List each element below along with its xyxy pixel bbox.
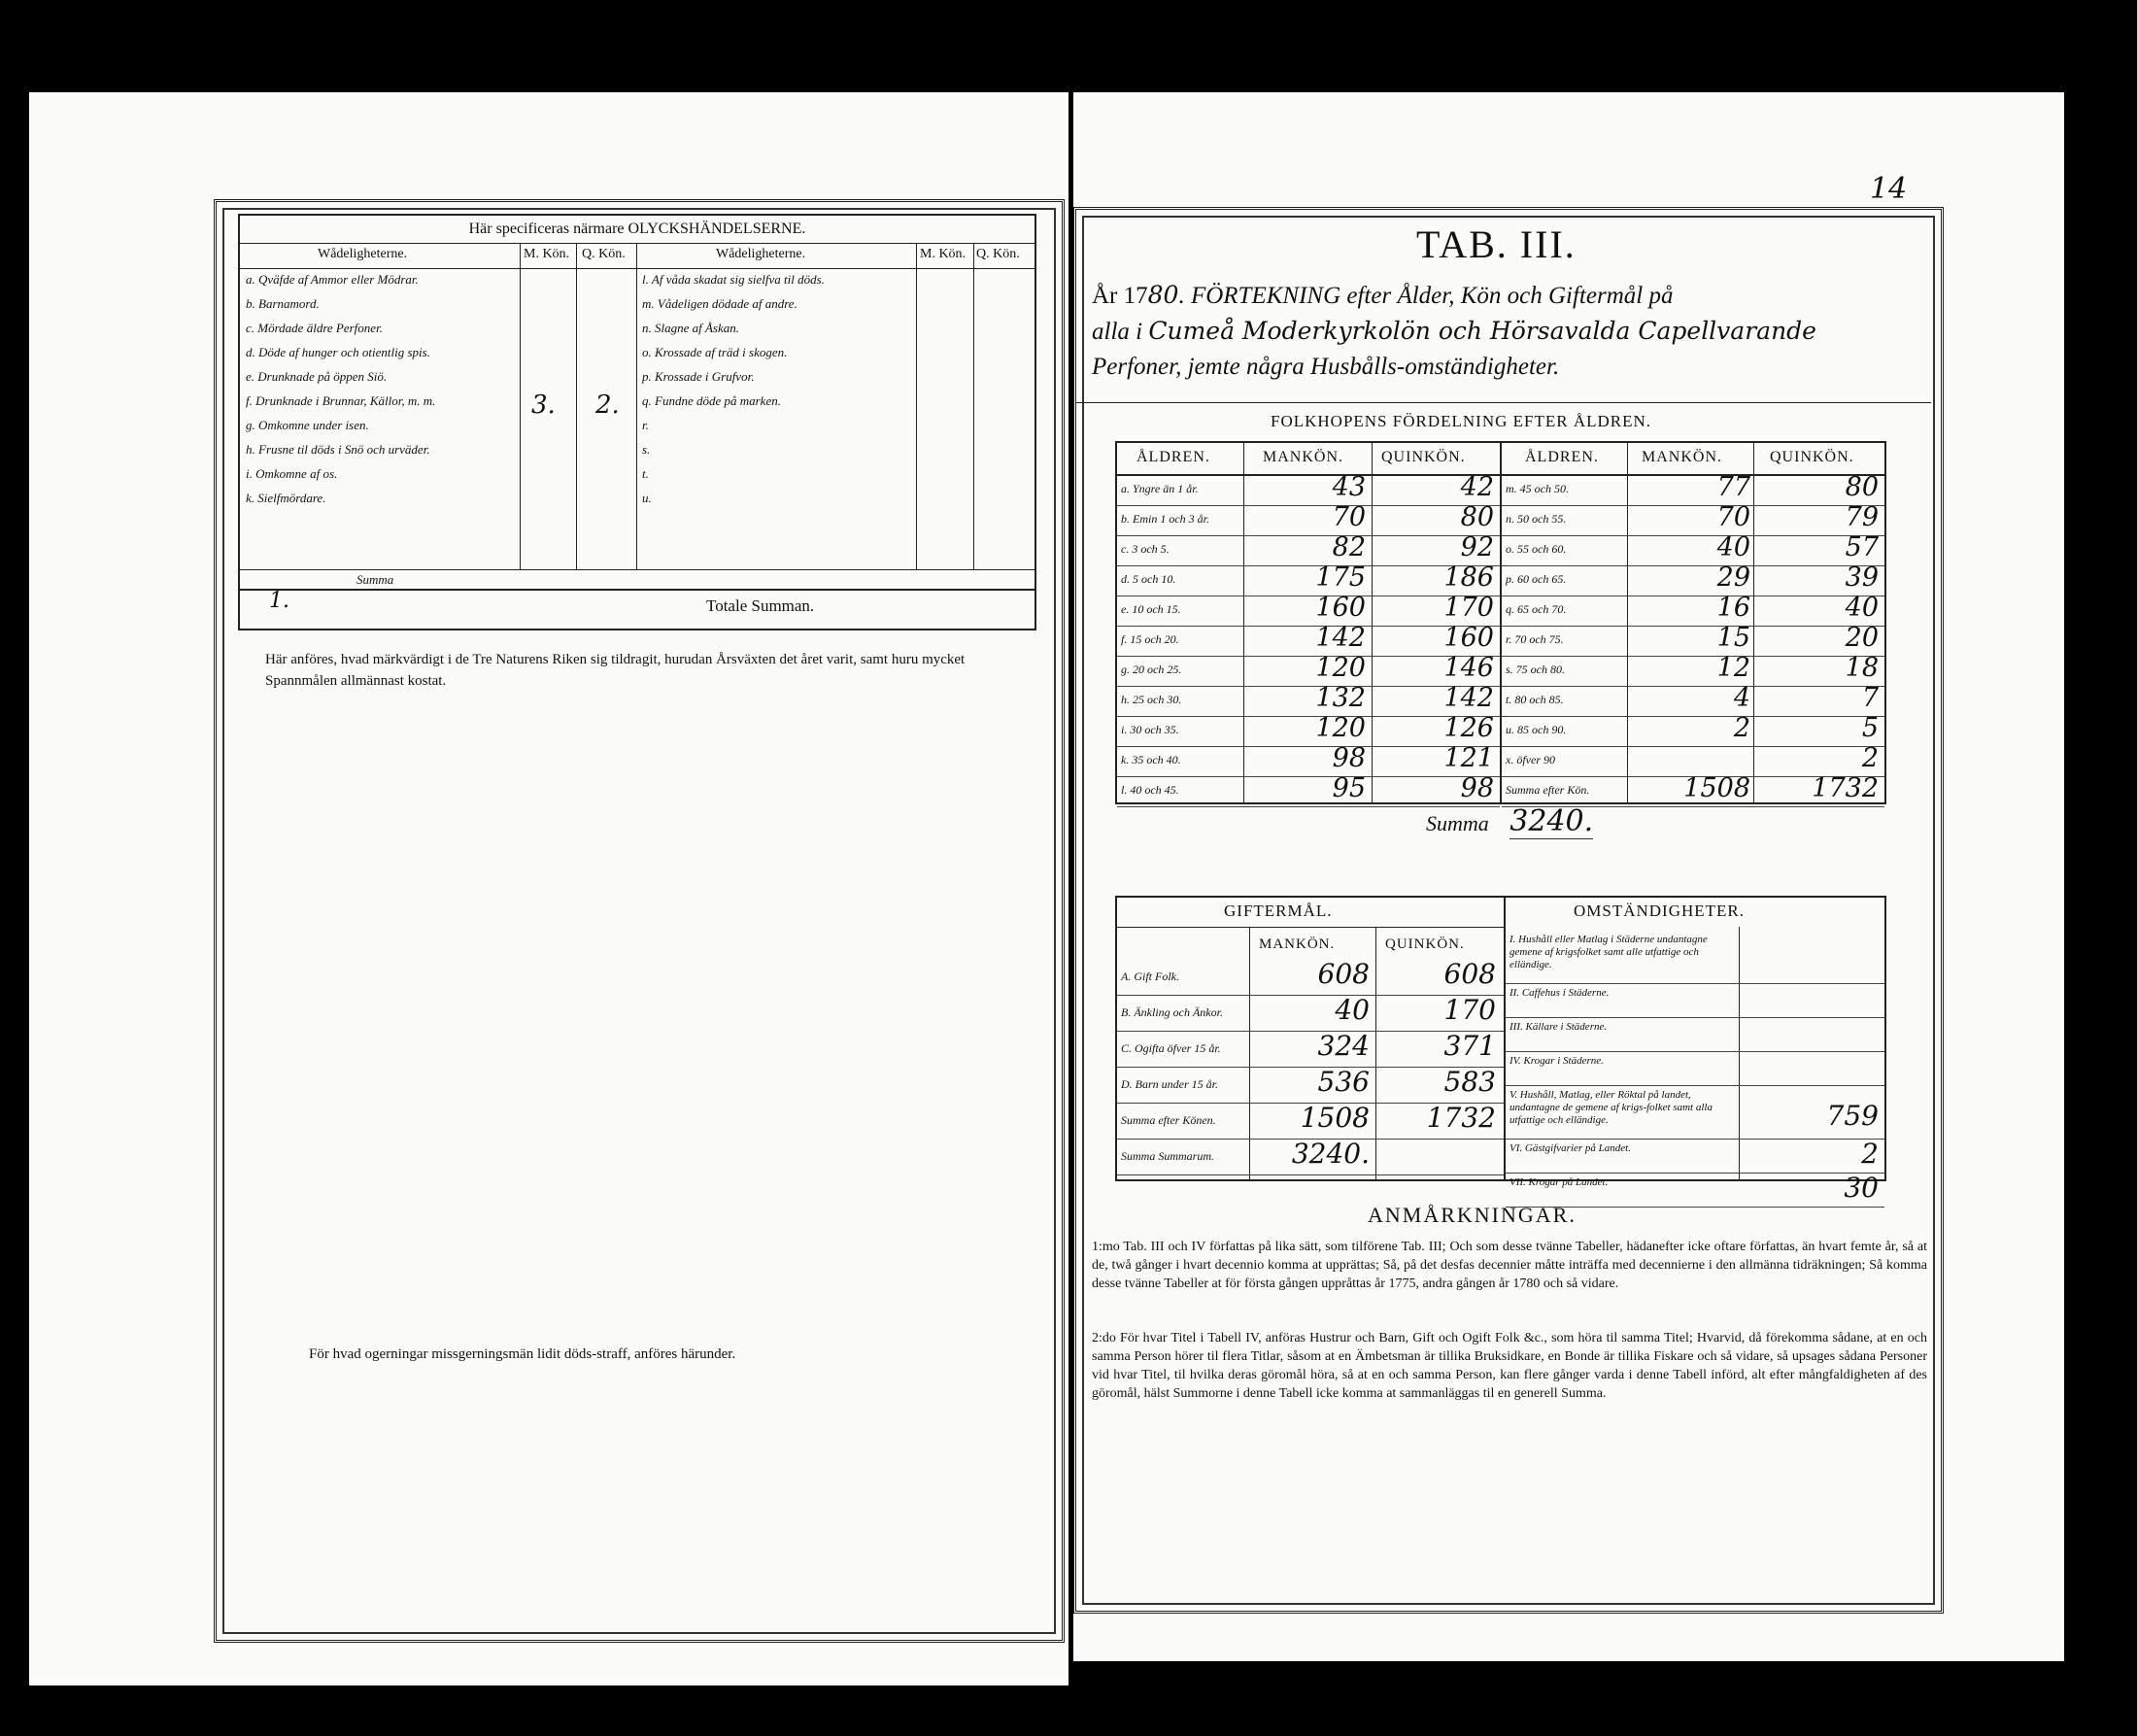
table-heading: År 1780. FÖRTEKNING efter Ålder, Kön och Giftermål på alla i Cumeå Moderkyrkolön och Hörsavalda Capellvarande Perfoner, jemte några Husbålls-omständigheter. <box>1092 281 1816 380</box>
female-count: 5 <box>1861 713 1879 743</box>
tab-title: TAB. III. <box>1416 222 1577 266</box>
marriage-label: Summa Summarum. <box>1121 1149 1214 1163</box>
male-count: 43 <box>1332 472 1366 502</box>
age-label: c. 3 och 5. <box>1121 542 1170 556</box>
age-label: o. 55 och 60. <box>1506 542 1567 556</box>
handwritten-mark: 1. <box>269 589 289 613</box>
table-row <box>1117 1104 1504 1140</box>
marriage-rows <box>1117 960 1504 1175</box>
female-count: 42 <box>1460 472 1494 502</box>
omst-rows <box>1506 931 1884 1208</box>
col-head-q-right: Q. Kön. <box>976 247 1020 261</box>
drowned-female-count: 2. <box>595 391 620 420</box>
male-count: 4 <box>1733 683 1750 713</box>
crime-paragraph: För hvad ogerningar missgerningsmän lidit döds-straff, anföres härunder. <box>309 1346 736 1362</box>
scan-top-border <box>0 0 2137 47</box>
male-count: 1508 <box>1683 773 1750 803</box>
male-count: 82 <box>1332 532 1366 562</box>
female-count: 1732 <box>1812 773 1879 803</box>
age-label: g. 20 och 25. <box>1121 663 1182 676</box>
marriage-table <box>1115 896 1886 1204</box>
male-count: 95 <box>1332 773 1366 803</box>
age-label: i. 30 och 35. <box>1121 723 1179 736</box>
marriage-label: C. Ogifta öfver 15 år. <box>1121 1041 1221 1055</box>
age-label: x. öfver 90 <box>1506 753 1555 766</box>
col-head-cause-left: Wådeligheterne. <box>318 247 408 261</box>
age-label: s. 75 och 80. <box>1506 663 1565 676</box>
female-count: 583 <box>1443 1066 1496 1098</box>
male-count: 160 <box>1315 593 1366 623</box>
gift-col-m: MANKÖN. <box>1259 936 1336 952</box>
list-item: o. Krossade af träd i skogen. <box>642 345 788 359</box>
circumstance-value: 759 <box>1826 1100 1879 1132</box>
male-count: 132 <box>1315 683 1366 713</box>
summa-label: Summa <box>356 572 394 587</box>
circumstance-value: 30 <box>1844 1172 1879 1204</box>
list-item: r. <box>642 418 649 432</box>
col-head-q-left: Q. Kön. <box>582 247 626 261</box>
male-count: 29 <box>1716 562 1750 593</box>
table-row <box>1506 984 1884 1018</box>
table-row <box>1117 773 1500 807</box>
female-count: 170 <box>1443 593 1494 623</box>
female-count: 92 <box>1460 532 1494 562</box>
age-label: q. 65 och 70. <box>1506 602 1567 616</box>
circumstance-label: VI. Gästgifvarier på Landet. <box>1509 1142 1631 1154</box>
female-count: 7 <box>1861 683 1879 713</box>
circumstance-label: VII. Krogar på Landet. <box>1509 1176 1609 1188</box>
list-item: e. Drunknade på öppen Siö. <box>246 369 388 384</box>
male-count: 536 <box>1317 1066 1370 1098</box>
table-row <box>1506 1018 1884 1052</box>
table-row <box>1506 1140 1884 1174</box>
age-table-header: ÅLDREN. MANKÖN. QUINKÖN. ÅLDREN. MANKÖN. QUINKÖN. <box>1117 443 1884 476</box>
age-label: f. 15 och 20. <box>1121 632 1179 646</box>
female-count: 57 <box>1845 532 1879 562</box>
age-label: k. 35 och 40. <box>1121 753 1181 766</box>
table-row <box>1117 960 1504 996</box>
list-item: q. Fundne döde på marken. <box>642 393 781 408</box>
distribution-header: FOLKHOPENS FÖRDELNING EFTER ÅLDREN. <box>1271 412 1652 430</box>
list-item: k. Sielfmördare. <box>246 491 326 505</box>
list-item: s. <box>642 442 651 457</box>
age-label: a. Yngre än 1 år. <box>1121 482 1199 495</box>
male-count: 1508 <box>1300 1102 1370 1134</box>
circumstance-value: 2 <box>1861 1138 1879 1170</box>
female-count: 2 <box>1861 743 1879 773</box>
marriage-label: Summa efter Könen. <box>1121 1113 1216 1127</box>
age-label: e. 10 och 15. <box>1121 602 1181 616</box>
female-count: 170 <box>1443 994 1496 1026</box>
age-rows-left <box>1117 472 1500 807</box>
accident-table <box>238 214 1036 630</box>
circumstance-label: IV. Krogar i Städerne. <box>1509 1055 1604 1067</box>
male-count: 40 <box>1335 994 1370 1026</box>
drowned-male-count: 3. <box>531 391 556 420</box>
female-count: 39 <box>1845 562 1879 593</box>
circumstance-label: III. Källare i Städerne. <box>1509 1021 1608 1033</box>
remark-2: 2:do För hvar Titel i Tabell IV, anföras Hustrur och Barn, Gift och Ogift Folk &c., som höra til samma Titel; Hvarvid, då förekomma sådane, at en och samma Person hörer til flera Titlar, såsom at en Ämbetsman är tillika Bruksidkare, en Bonde är tillika Fiskare och så vidare, så upsages sådana Personer vid hvar Titel, til hvilka deras göromål höra, så at en och samma Person, kan flere gånger varda i denne Tabell införd, alt efter mångfaldigheten af des göromål, hälst Summorne i denne Tabell icke komma at sammanläggas til en generell Summa. <box>1092 1331 1928 1401</box>
list-item: p. Krossade i Grufvor. <box>642 369 755 384</box>
table-row <box>1506 1086 1884 1140</box>
circumstance-label: V. Hushåll, Matlag, eller Röktal på landet, undantagne de gemene af krigs-folket samt alla utfattige och elländige. <box>1509 1089 1713 1126</box>
list-item: l. Af våda skadat sig sielfva til döds. <box>642 272 825 287</box>
age-label: p. 60 och 65. <box>1506 572 1567 586</box>
age-label: Summa efter Kön. <box>1506 783 1590 797</box>
total-label: Totale Summan. <box>706 596 815 615</box>
female-count: 160 <box>1443 623 1494 653</box>
male-count: 77 <box>1716 472 1750 502</box>
female-count: 121 <box>1443 743 1494 773</box>
list-item: i. Omkomne af os. <box>246 466 338 481</box>
female-count: 608 <box>1443 958 1496 990</box>
male-count: 15 <box>1716 623 1750 653</box>
female-count: 40 <box>1845 593 1879 623</box>
circumstance-label: I. Hushåll eller Matlag i Städerne undantagne gemene af krigsfolket samt alle utfattige och elländige. <box>1509 934 1708 970</box>
male-count: 608 <box>1317 958 1370 990</box>
table-row <box>1117 996 1504 1032</box>
male-count: 142 <box>1315 623 1366 653</box>
table-row <box>1117 1032 1504 1068</box>
accident-header: Här specificeras närmare OLYCKSHÄNDELSERNE. <box>240 216 1035 244</box>
marriage-label: B. Änkling och Änkor. <box>1121 1005 1223 1019</box>
female-count: 186 <box>1443 562 1494 593</box>
male-count: 324 <box>1317 1030 1370 1062</box>
col-head-m-right: M. Kön. <box>920 247 967 261</box>
age-label: m. 45 och 50. <box>1506 482 1569 495</box>
remarks-title: ANMÅRKNINGAR. <box>1368 1203 1577 1227</box>
male-count: 2 <box>1733 713 1750 743</box>
gift-col-q: QUINKÖN. <box>1385 936 1465 952</box>
male-count: 98 <box>1332 743 1366 773</box>
table-row <box>1117 1140 1504 1175</box>
male-count: 70 <box>1332 502 1366 532</box>
male-count: 40 <box>1716 532 1750 562</box>
list-item: m. Vådeligen dödade af andre. <box>642 296 797 311</box>
table-row <box>1506 931 1884 984</box>
male-count: 16 <box>1716 593 1750 623</box>
list-item: f. Drunknade i Brunnar, Källor, m. m. <box>246 393 436 408</box>
female-count: 146 <box>1443 653 1494 683</box>
omst-header: OMSTÄNDIGHETER. <box>1574 902 1746 920</box>
accident-list-right <box>642 272 914 515</box>
female-count: 80 <box>1845 472 1879 502</box>
list-item: n. Slagne af Åskan. <box>642 321 740 335</box>
age-label: r. 70 och 75. <box>1506 632 1564 646</box>
female-count: 18 <box>1845 653 1879 683</box>
circumstance-label: II. Caffehus i Städerne. <box>1509 987 1610 999</box>
female-count: 142 <box>1443 683 1494 713</box>
table-row <box>1502 773 1884 807</box>
female-count: 1732 <box>1426 1102 1496 1134</box>
gift-header: GIFTERMÅL. <box>1224 902 1333 920</box>
male-count: 12 <box>1716 653 1750 683</box>
accident-list-left <box>246 272 518 515</box>
female-count: 79 <box>1845 502 1879 532</box>
age-rows-right <box>1502 472 1884 807</box>
age-label: n. 50 och 55. <box>1506 512 1567 526</box>
age-table <box>1115 441 1886 804</box>
table-row <box>1117 1068 1504 1104</box>
male-count: 175 <box>1315 562 1366 593</box>
female-count: 126 <box>1443 713 1494 743</box>
remark-1: 1:mo Tab. III och IV författas på lika sätt, som tilförene Tab. III; Och som desse tvänne Tabeller, hädanefter icke oftare författas, än hvart femte år, så at de, twå gånger i hvart decennio komma at upprättas; Så, på det desfas decennier måtte inträffa med decennierne i den allmänna tidräkningen; Så komma desse tvänne Tabeller at för första gången uppråttas år 1775, andra gången år 1780 och så vidare. <box>1092 1240 1928 1291</box>
female-count: 371 <box>1443 1030 1496 1062</box>
age-label: l. 40 och 45. <box>1121 783 1179 797</box>
age-label: h. 25 och 30. <box>1121 693 1182 706</box>
summa-line: Summa 3240. <box>1426 804 1594 838</box>
list-item: d. Döde af hunger och otientlig spis. <box>246 345 430 359</box>
list-item: g. Omkomne under isen. <box>246 418 369 432</box>
age-label: d. 5 och 10. <box>1121 572 1176 586</box>
table-row <box>1506 1052 1884 1086</box>
age-label: u. 85 och 90. <box>1506 723 1567 736</box>
marriage-label: A. Gift Folk. <box>1121 970 1179 983</box>
marriage-label: D. Barn under 15 år. <box>1121 1077 1219 1091</box>
list-item: a. Qväfde af Ammor eller Mödrar. <box>246 272 419 287</box>
col-head-m-left: M. Kön. <box>524 247 570 261</box>
list-item: b. Barnamord. <box>246 296 320 311</box>
right-page <box>1073 92 2064 1661</box>
male-count: 70 <box>1716 502 1750 532</box>
male-count: 120 <box>1315 713 1366 743</box>
nature-paragraph: Här anföres, hvad märkvärdigt i de Tre Naturens Riken sig tildragit, hurudan Årsväxten det året varit, samt huru mycket Spannmålen allmännast kostat. <box>265 652 966 689</box>
right-page-frame <box>1073 207 1944 1614</box>
male-count: 120 <box>1315 653 1366 683</box>
list-item: u. <box>642 491 652 505</box>
male-count: 3240. <box>1291 1138 1370 1170</box>
list-item: h. Frusne til döds i Snö och urväder. <box>246 442 430 457</box>
left-page <box>29 92 1068 1685</box>
list-item: t. <box>642 466 649 481</box>
left-page-frame <box>214 199 1065 1643</box>
female-count: 20 <box>1845 623 1879 653</box>
female-count: 80 <box>1460 502 1494 532</box>
list-item: c. Mördade äldre Perfoner. <box>246 321 383 335</box>
page-number: 14 <box>1870 172 1908 206</box>
age-label: t. 80 och 85. <box>1506 693 1564 706</box>
age-label: b. Emin 1 och 3 år. <box>1121 512 1209 526</box>
female-count: 98 <box>1460 773 1494 803</box>
col-head-cause-right: Wådeligheterne. <box>716 247 806 261</box>
